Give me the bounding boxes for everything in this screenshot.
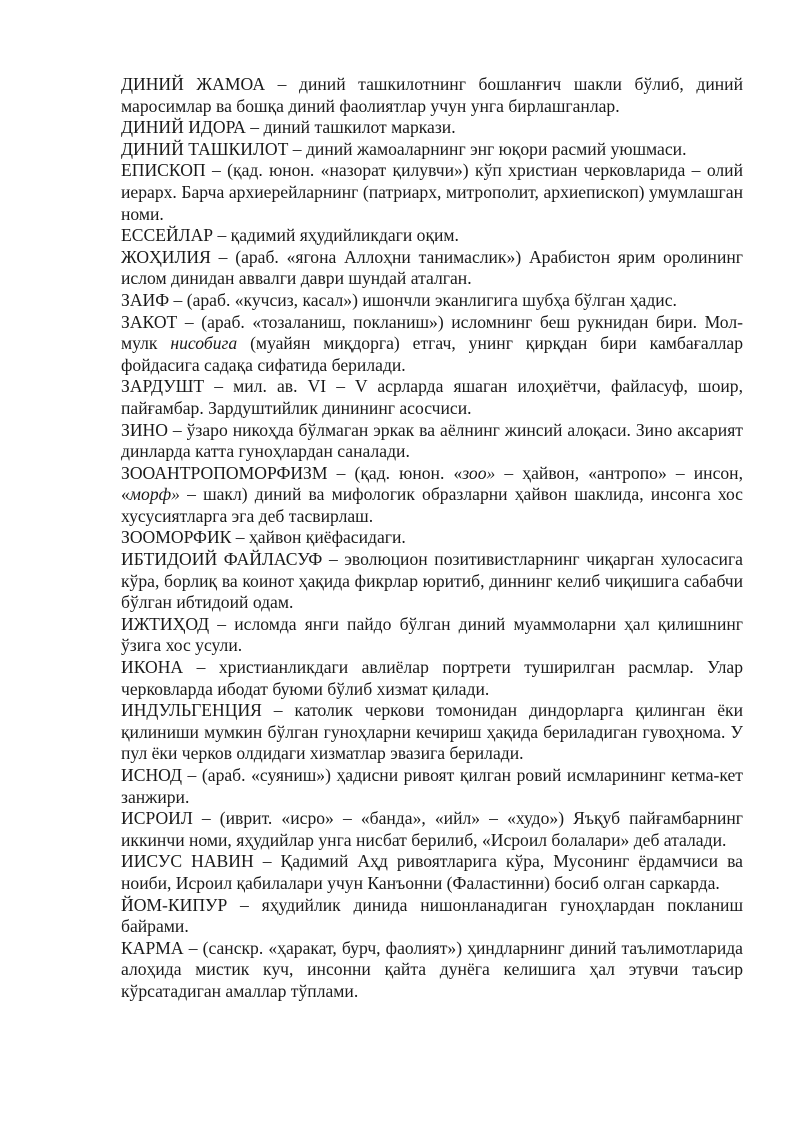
glossary-entry [121, 463, 743, 528]
glossary-entry: ЗИНО – ўзаро никоҳда бўлмаган эркак ва аёлнинг жинсий алоқаси. Зино аксарият динларда катта гуноҳлардан саналади. [121, 419, 743, 462]
italic-term: нисобига [170, 333, 238, 354]
entry-text: (муайян миқдорга) етгач, унинг қирқдан бири камбағаллар фойдасига садақа сифатида берилади. [121, 333, 743, 375]
entry-text: – ҳайвон, «антропо» – инсон, « [121, 462, 743, 505]
italic-term: зоо» [462, 462, 496, 483]
glossary-entry: ЗООМОРФИК – ҳайвон қиёфасидаги. [121, 527, 406, 548]
glossary-entry: ДИНИЙ ИДОРА – диний ташкилот маркази. [121, 117, 456, 138]
glossary-entry: ЗАИФ – (араб. «кучсиз, касал») ишончли эканлигига шубҳа бўлган ҳадис. [121, 289, 677, 310]
glossary-entry: ИНДУЛЬГЕНЦИЯ – католик черкови томонидан диндорларга қилинган ёки қилиниши мумкин бўлган гуноҳларни кечириш ҳақида бериладиган гувоҳнома. У пул ёки черков олдидаги хизматлар эвазига берилади. [121, 700, 743, 764]
glossary-entry: ЗАРДУШТ – мил. ав. VI – V асрларда яшаган илоҳиётчи, файласуф, шоир, пайғамбар. Зардуштийлик динининг асосчиси. [121, 376, 743, 418]
glossary-entry: ИСРОИЛ – (иврит. «исро» – «банда», «ийл» – «худо») Яъқуб пайғамбарнинг иккинчи номи, яҳудийлар унга нисбат берилиб, «Исроил болалари» деб аталади. [121, 808, 743, 850]
glossary-entry: ЖОҲИЛИЯ – (араб. «ягона Аллоҳни танимаслик») Арабистон ярим оролининг ислом динидан аввалги даври шундай аталган. [121, 246, 743, 289]
glossary-entry: ИСНОД – (араб. «суяниш») ҳадисни ривоят қилган ровий исмларининг кетма-кет занжири. [121, 765, 743, 807]
glossary-entry: ИИСУС НАВИН – Қадимий Аҳд ривоятларига кўра, Мусонинг ёрдамчиси ва ноиби, Исроил қабилалари учун Канъонни (Фаластинни) босиб олган саркарда. [121, 851, 743, 893]
glossary-entry: КАРМА – (санскр. «ҳаракат, бурч, фаолият») ҳиндларнинг диний таълимотларида алоҳида мистик куч, инсонни қайта дунёга келишига ҳал этувчи таъсир кўрсатадиган амаллар тўплами. [121, 937, 743, 1001]
entry-text: – шакл) диний ва мифологик образларни ҳайвон шаклида, инсонга хос хусусиятларга эга деб тасвирлаш. [121, 484, 743, 526]
glossary-entry: ИКОНА – христианликдаги авлиёлар портрети туширилган расмлар. Улар черковларда ибодат буюми бўлиб хизмат қилади. [121, 657, 743, 699]
entry-text: ЗООАНТРОПОМОРФИЗМ – (қад. юнон. « [121, 462, 463, 483]
glossary-entry: ИЖТИҲОД – исломда янги пайдо бўлган диний муаммоларни ҳал қилишнинг ўзига хос усули. [121, 613, 743, 656]
glossary-entry: ЕССЕЙЛАР – қадимий яҳудийликдаги оқим. [121, 225, 459, 246]
glossary-entry: ДИНИЙ ЖАМОА – диний ташкилотнинг бошланғич шакли бўлиб, диний маросимлар ва бошқа диний фаолиятлар учун унга бирлашганлар. [121, 74, 743, 116]
glossary-entry: ЙОМ-КИПУР – яҳудийлик динида нишонланадиган гуноҳлардан покланиш байрами. [121, 894, 743, 937]
glossary-entry: ДИНИЙ ТАШКИЛОТ – диний жамоаларнинг энг юқори расмий уюшмаси. [121, 138, 687, 159]
glossary-entry: ЕПИСКОП – (қад. юнон. «назорат қилувчи») кўп христиан черковларида – олий иерарх. Барча архиерейларнинг (патриарх, митрополит, архиепископ) умумлашган номи. [121, 160, 743, 224]
italic-term: морф» [129, 484, 180, 505]
glossary-entry [121, 312, 743, 377]
glossary-entry: ИБТИДОИЙ ФАЙЛАСУФ – эволюцион позитивистларнинг чиқарган хулосасига кўра, борлиқ ва коинот ҳақида фикрлар юритиб, диннинг келиб чиқишига сабабчи бўлган ибтидоий одам. [121, 549, 743, 613]
entry-text: ЗАКОТ – (араб. «тозаланиш, покланиш») исломнинг беш рукнидан бири. Мол-мулк [121, 311, 743, 354]
